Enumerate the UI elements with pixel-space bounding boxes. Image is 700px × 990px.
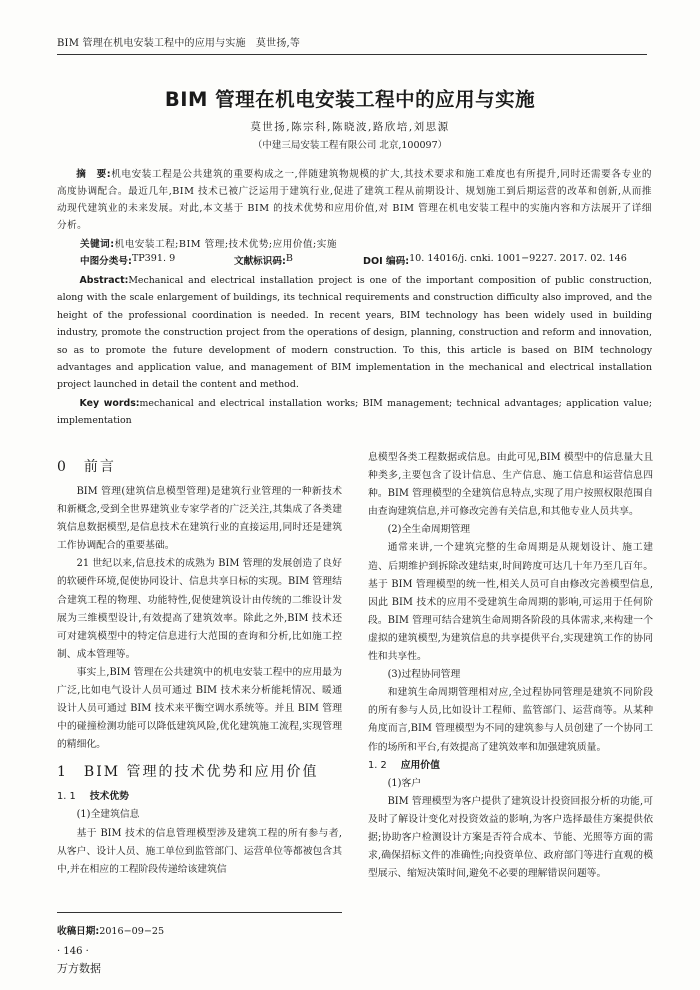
right-column — [368, 449, 653, 883]
affiliation: （中建三局安装工程有限公司 北京,100097） — [252, 140, 448, 151]
doc-code-item: 文献标识码: B — [234, 253, 293, 267]
doi-item: DOI 编码: 10. 14016/j. cnki. 1001−9227. 2017. 02. 146 — [363, 253, 627, 267]
keywords-zh-label: 关键词: — [80, 239, 115, 250]
running-head: BIM 管理在机电安装工程中的应用与实施 莫世扬,等 — [57, 34, 647, 55]
paragraph: 通常来讲,一个建筑完整的生命周期是从规划设计、施工建造、后期维护到拆除改建结束,时间跨度可达几十年乃至几百年。基于 BIM 管理模型的统一性,相关人员可自由修改完善模型信息,因此 BIM 技术的应用不受建筑生命周期的影响,可运用于任何阶段。BIM 管理可结合建筑生命周期各阶段的具体需求,来构建一个虚拟的建筑模型,为建筑信息的共享提供平台,实现建筑工作的协同性和共享性。 — [368, 542, 653, 663]
abstract-zh-text: 机电安装工程是公共建筑的重要构成之一,伴随建筑物规模的扩大,其技术要求和施工难度也有所提升,同时还需要各专业的高度协调配合。最近几年,BIM 技术已被广泛运用于建筑行业,促进了建筑工程从前期设计、规划施工到后期运营的改革和创新,从而推动现代建筑业的未来发展。对此,本文基于 BIM 的技术优势和应用价值,对 BIM 管理在机电安装工程中的实施内容和方法展开了详细分析。 — [57, 169, 652, 231]
keywords-zh — [80, 236, 337, 250]
authors: 莫世扬,陈宗科,陈晓波,路欣培,刘思源 — [250, 121, 450, 133]
left-column — [57, 449, 342, 879]
abstract-en — [57, 272, 652, 394]
item-heading: (3)过程协同管理 — [387, 669, 461, 681]
paragraph: BIM 管理(建筑信息模型管理)是建筑行业管理的一种新技术和新概念,受到全世界建筑业专家学者的广泛关注,其集成了各类建筑信息数据模型,是信息技术在建筑行业的直接运用,同时还是建筑工作协调配合的重要基础。 — [57, 486, 342, 552]
paragraph: BIM 管理模型为客户提供了建筑设计投资回报分析的功能,可及时了解设计变化对投资效益的影响,为客户选择最佳方案提供依据;协助客户检测设计方案是否符合成本、节能、光照等方面的需求,确保招标文件的准确性;向投资单位、政府部门等进行直观的模型展示、缩短决策时间,避免不必要的理解错误问题等。 — [368, 795, 653, 880]
item-heading: (1)全建筑信息 — [76, 809, 140, 821]
abstract-en-label: Abstract: — [79, 275, 129, 286]
item-heading: (2)全生命周期管理 — [387, 524, 471, 536]
wanfang-watermark: 万方数据 — [57, 962, 101, 975]
subsection-1-2-heading: 1. 2 应用价值 — [368, 759, 440, 771]
item-heading: (1)客户 — [387, 777, 422, 789]
keywords-zh-text: 机电安装工程;BIM 管理;技术优势;应用价值;实施 — [114, 239, 337, 250]
keywords-en — [57, 395, 652, 430]
section-0-heading: 0 前言 — [57, 459, 116, 475]
paragraph: 息模型各类工程数据或信息。由此可见,BIM 模型中的信息量大且种类多,主要包含了设计信息、生产信息、施工信息和运营信息四种。BIM 管理模型的全建筑信息特点,实现了用户按照权限范围自由查询建筑信息,并可修改完善有关信息,和其他专业人员共享。 — [368, 452, 653, 518]
paragraph: 和建筑生命周期管理相对应,全过程协同管理是建筑不同阶段的所有参与人员,比如设计工程师、监管部门、运营商等。从某种角度而言,BIM 管理模型为不同的建筑参与人员创建了一个协同工作的场所和平台,有效提高了建筑效率和加强建筑质量。 — [368, 687, 653, 753]
subsection-1-1-heading: 1. 1 技术优势 — [57, 791, 129, 803]
paragraph: 21 世纪以来,信息技术的成熟为 BIM 管理的发展创造了良好的软硬件环境,促使协同设计、信息共享日标的实现。BIM 管理结合建筑工程的物理、功能特性,促使建筑设计由传统的二维设计发展为三维模型设计,有效提高了建筑效率。除此之外,BIM 技术还可对建筑模型中的特定信息进行大范围的查询和分析,比如施工控制、成本管理等。 — [57, 558, 342, 660]
paper-title: BIM 管理在机电安装工程中的应用与实施 — [164, 88, 536, 111]
abstract-en-text: Mechanical and electrical installation project is one of the important composition of public construction, along with the scale enlargement of buildings, its technical requirements and construction difficulty also improved, and the height of the professional coordination is needed. In recent years, BIM technology has been widely used in building industry, promote the construction project from the operations of design, planning, construction and reform and innovation, so as to promote the future development of modern construction. To this, this article is based on BIM technology advantages and application value, and management of BIM implementation in the mechanical and electrical installation project launched in detail the content and method. — [57, 275, 652, 391]
page-number: · 146 · — [57, 946, 89, 957]
section-1-heading: 1 BIM 管理的技术优势和应用价值 — [57, 764, 319, 781]
abstract-zh — [57, 166, 652, 234]
clc-item: 中图分类号: TP391. 9 — [80, 253, 176, 267]
keywords-en-label: Key words: — [79, 398, 140, 409]
paragraph: 事实上,BIM 管理在公共建筑中的机电安装工程中的应用最为广泛,比如电气设计人员可通过 BIM 技术来分析能耗情况、暖通设计人员可通过 BIM 技术来平衡空调水系统等。并且 BIM 管理中的碰撞检测功能可以降低建筑风险,优化建筑施工流程,实现管理的精细化。 — [57, 666, 342, 751]
abstract-zh-label: 摘 要: — [76, 169, 112, 180]
keywords-en-text: mechanical and electrical installation works; BIM management; technical advantages; application value; implementation — [57, 398, 652, 427]
paragraph: 基于 BIM 技术的信息管理模型涉及建筑工程的所有参与者,从客户、设计人员、施工单位到监管部门、运营单位等都被包含其中,并在相应的工程阶段传递给该建筑信 — [57, 827, 342, 875]
received-date-footnote: 收稿日期:2016−09−25 — [57, 912, 342, 937]
